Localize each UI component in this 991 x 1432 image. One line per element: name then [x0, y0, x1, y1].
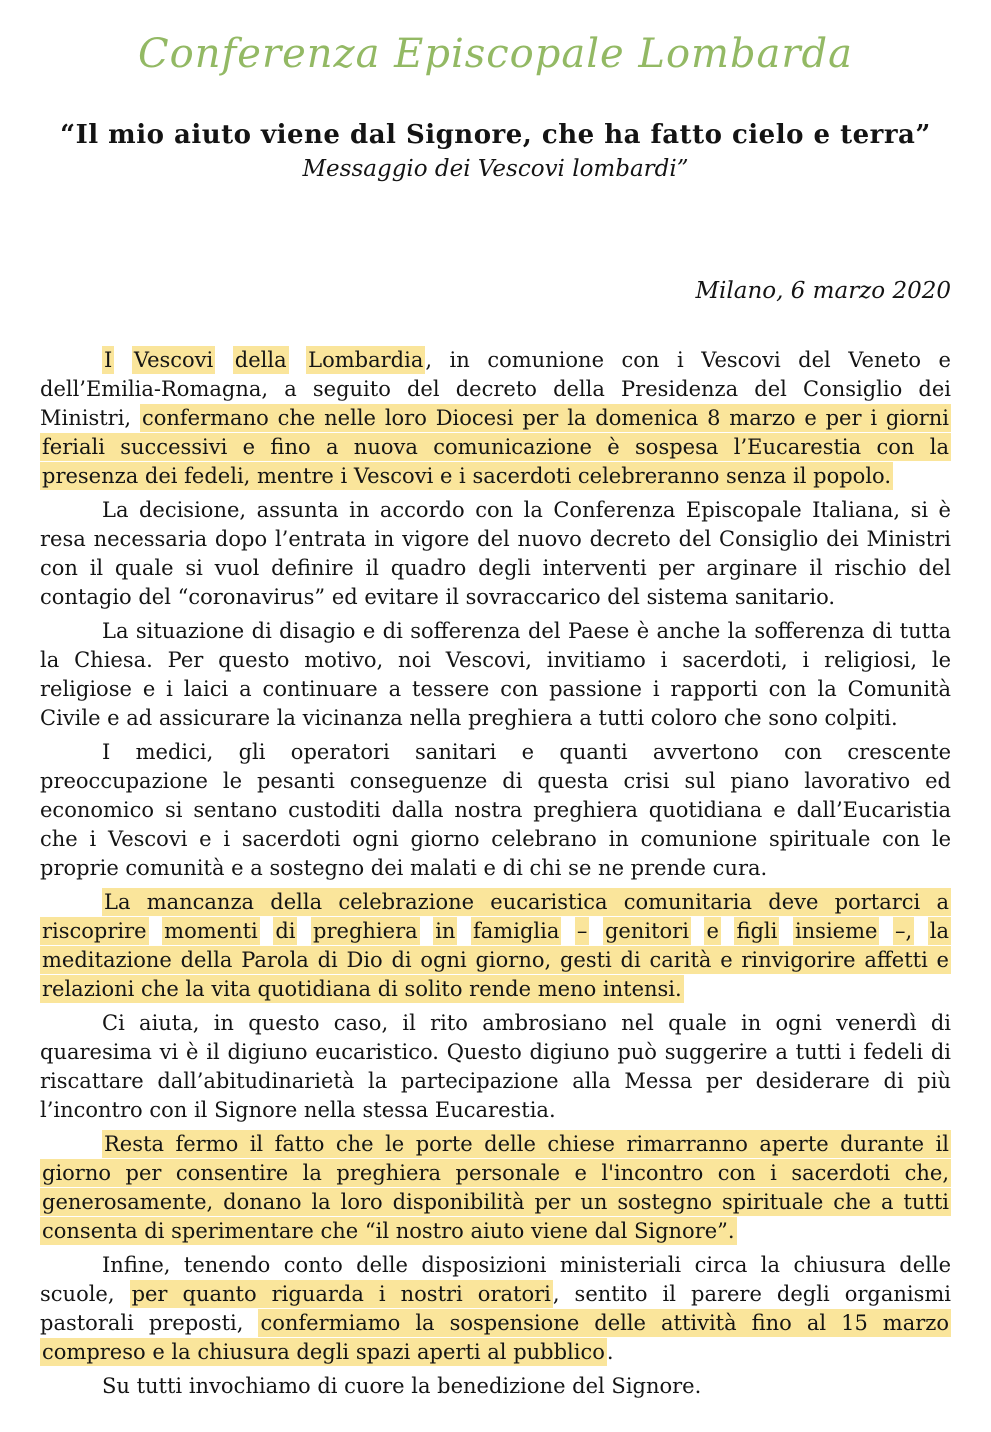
- highlighted-text: di: [275, 919, 296, 943]
- highlighted-text: momenti: [164, 919, 258, 943]
- org-title: Conferenza Episcopale Lombarda: [138, 31, 853, 77]
- paragraph: La decisione, assunta in accordo con la Conferenza Episcopale Italiana, si è resa necessaria dopo l’entrata in vigore del nuovo decreto del Consiglio dei Ministri con il quale si vuol definire il quadro degli interventi per arginare il rischio del contagio del “coronavirus” ed evitare il sovraccarico del sistema sanitario.: [40, 498, 951, 609]
- highlighted-text: –: [576, 919, 588, 943]
- paragraph: Infine, tenendo conto delle disposizioni ministeriali circa la chiusura delle scuole, per quanto riguarda i nostri oratori, sentito il parere degli organismi pastorali preposti, confermiamo la sospensione delle attività fino al 15 marzo compreso e la chiusura degli spazi aperti al pubblico.: [40, 1253, 951, 1364]
- highlighted-text: meditazione della Parola di Dio di ogni giorno, gesti di carità e rinvigorire affetti e relazioni che la vita quotidiana di solito rende meno intensi.: [42, 948, 949, 1001]
- highlighted-text: per quanto riguarda i nostri oratori: [131, 1282, 551, 1306]
- highlighted-text: riscoprire: [42, 919, 147, 943]
- highlighted-text: famiglia: [473, 919, 560, 943]
- paragraph: [40, 1130, 951, 1246]
- paragraph: I medici, gli operatori sanitari e quanti avvertono con crescente preoccupazione le pesanti conseguenze di questa crisi sul piano lavorativo ed economico si sentano custoditi dalla nostra preghiera quotidiana e dall’Eucaristia che i Vescovi e i sacerdoti ogni giorno celebrano in comunione spirituale con le proprie comunità e a sostegno dei malati e di chi se ne prende cura.: [40, 740, 951, 880]
- paragraph: Ci aiuta, in questo caso, il rito ambrosiano nel quale in ogni venerdì di quaresima vi è il digiuno eucaristico. Questo digiuno può suggerire a tutti i fedeli di riscattare dall’abitudinarietà la partecipazione alla Messa per desiderare di più l’incontro con il Signore nella stessa Eucarestia.: [40, 1011, 951, 1122]
- highlighted-text: preghiera: [313, 919, 418, 943]
- highlighted-text: I: [104, 348, 113, 372]
- document-subtitle: Messaggio dei Vescovi lombardi”: [302, 156, 689, 182]
- highlighted-text: della: [234, 348, 287, 372]
- highlighted-text: in: [435, 919, 456, 943]
- paragraph: Su tutti invochiamo di cuore la benedizione del Signore.: [102, 1374, 702, 1398]
- highlighted-text: la: [929, 919, 950, 943]
- dateline: Milano, 6 marzo 2020: [695, 278, 951, 304]
- highlighted-text: e: [706, 919, 719, 943]
- highlighted-text: insieme: [794, 919, 878, 943]
- highlighted-text: Vescovi: [133, 348, 214, 372]
- highlighted-text: confermiamo la sospensione delle attività fino al 15 marzo compreso e la chiusura degli spazi aperti al pubblico: [42, 1311, 949, 1364]
- highlighted-text: Resta fermo il fatto che le porte delle chiese rimarranno aperte durante il giorno per consentire la preghiera personale e l'incontro con i sacerdoti che, generosamente, donano la loro disponibilità per un sostegno spirituale che a tutti consenta di sperimentare che “il nostro aiuto viene dal Signore”.: [42, 1132, 949, 1243]
- highlighted-text: Lombardia: [308, 348, 424, 372]
- highlighted-text: –,: [895, 919, 913, 943]
- highlighted-text: figli: [736, 919, 778, 943]
- letter-body: [40, 346, 951, 1401]
- highlighted-text: confermano che nelle loro Diocesi per la domenica 8 marzo e per i giorni feriali successivi e fino a nuova comunicazione è sospesa l’Eucarestia con la presenza dei fedeli, mentre i Vescovi e i sacerdoti celebreranno senza il popolo.: [42, 406, 950, 488]
- paragraph: [40, 888, 951, 1004]
- highlighted-text: genitori: [604, 919, 689, 943]
- paragraph: I Vescovi della Lombardia, in comunione con i Vescovi del Veneto e dell’Emilia-Romagna, a seguito del decreto della Presidenza del Consiglio dei Ministri, confermano che nelle loro Diocesi per la domenica 8 marzo e per i giorni feriali successivi e fino a nuova comunicazione è sospesa l’Eucarestia con la presenza dei fedeli, mentre i Vescovi e i sacerdoti celebreranno senza il popolo.: [40, 348, 951, 488]
- paragraph: La situazione di disagio e di sofferenza del Paese è anche la sofferenza di tutta la Chiesa. Per questo motivo, noi Vescovi, invitiamo i sacerdoti, i religiosi, le religiose e i laici a continuare a tessere con passione i rapporti con la Comunità Civile e ad assicurare la vicinanza nella preghiera a tutti coloro che sono colpiti.: [40, 619, 951, 730]
- document-title: “Il mio aiuto viene dal Signore, che ha fatto cielo e terra”: [60, 120, 931, 150]
- highlighted-text: La mancanza della celebrazione eucaristica comunitaria deve portarci a: [104, 890, 949, 914]
